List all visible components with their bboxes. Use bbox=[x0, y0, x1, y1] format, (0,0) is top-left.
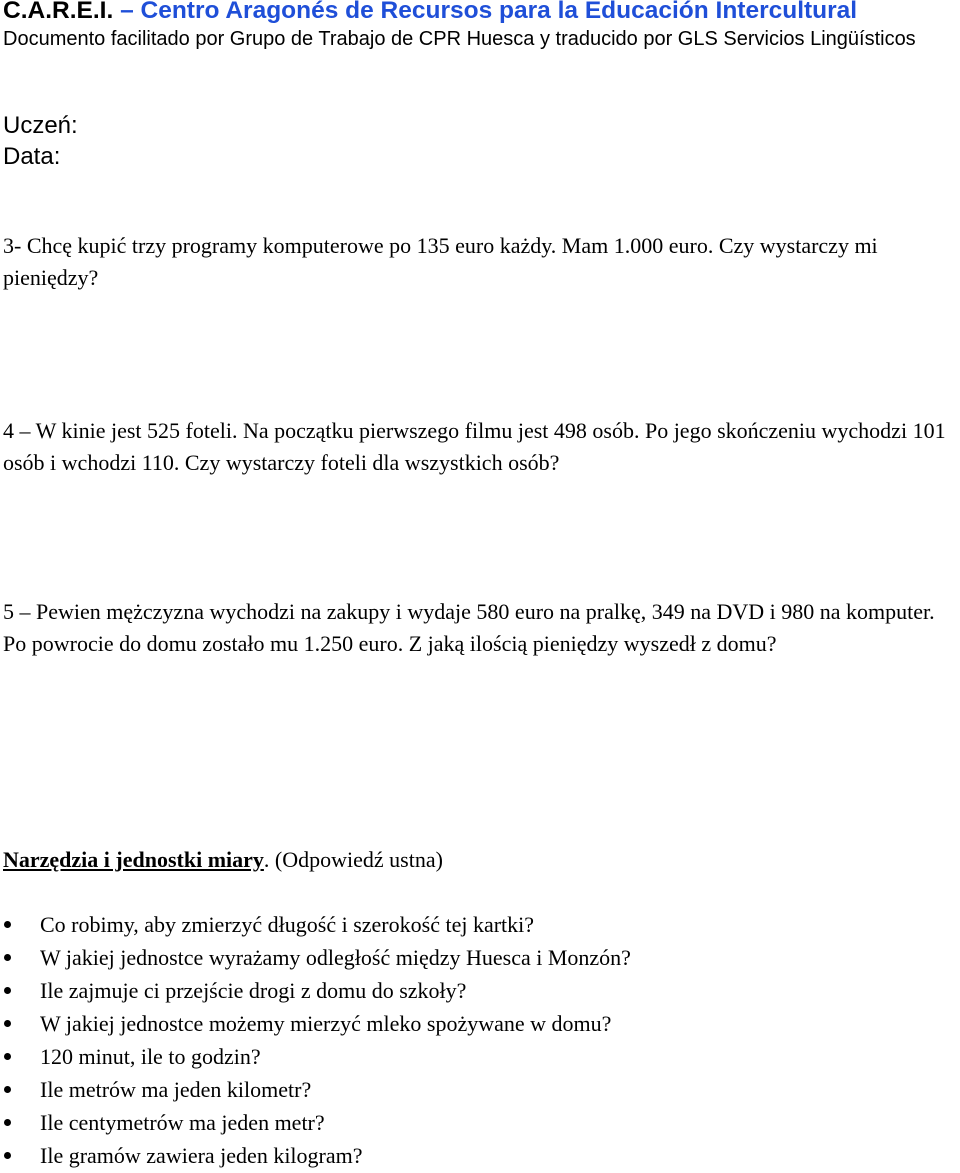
list-item bbox=[0, 1106, 631, 1139]
list-item bbox=[0, 1139, 631, 1172]
list-item bbox=[0, 1073, 631, 1106]
list-item-text: Ile zajmuje ci przejście drogi z domu do szkoły? bbox=[40, 978, 467, 1003]
bullet-icon bbox=[4, 1119, 11, 1126]
list-item-text: Co robimy, aby zmierzyć długość i szerokość tej kartki? bbox=[40, 912, 535, 937]
question-list bbox=[0, 908, 631, 1172]
org-code: C.A.R.E.I. bbox=[3, 0, 114, 24]
list-item bbox=[0, 1007, 631, 1040]
date-label: Data: bbox=[3, 143, 61, 170]
problem-3: 3- Chcę kupić trzy programy komputerowe po 135 euro każdy. Mam 1.000 euro. Czy wystarczy mi pieniędzy? bbox=[3, 233, 878, 290]
list-item-text: W jakiej jednostce wyrażamy odległość między Huesca i Monzón? bbox=[40, 945, 631, 970]
bullet-icon bbox=[4, 921, 11, 928]
bullet-icon bbox=[4, 1152, 11, 1159]
list-item-text: W jakiej jednostce możemy mierzyć mleko spożywane w domu? bbox=[40, 1011, 612, 1036]
student-label: Uczeń: bbox=[3, 112, 78, 139]
header-subtitle: Documento facilitado por Grupo de Trabajo de CPR Huesca y traducido por GLS Servicios Lingüísticos bbox=[3, 28, 916, 50]
header-title bbox=[3, 0, 857, 26]
bullet-icon bbox=[4, 1020, 11, 1027]
bullet-icon bbox=[4, 987, 11, 994]
section-title-suffix: . (Odpowiedź ustna) bbox=[263, 847, 443, 872]
list-item-text: Ile metrów ma jeden kilometr? bbox=[40, 1077, 312, 1102]
list-item-text: Ile centymetrów ma jeden metr? bbox=[40, 1110, 325, 1135]
list-item bbox=[0, 974, 631, 1007]
list-item-text: Ile gramów zawiera jeden kilogram? bbox=[40, 1143, 363, 1168]
list-item bbox=[0, 908, 631, 941]
bullet-icon bbox=[4, 954, 11, 961]
section-title bbox=[3, 844, 443, 876]
bullet-icon bbox=[4, 1053, 11, 1060]
list-item-text: 120 minut, ile to godzin? bbox=[40, 1044, 261, 1069]
list-item bbox=[0, 1040, 631, 1073]
section-title-main: Narzędzia i jednostki miary bbox=[3, 847, 264, 872]
list-item bbox=[0, 941, 631, 974]
problem-4: 4 – W kinie jest 525 foteli. Na początku pierwszego filmu jest 498 osób. Po jego skończeniu wychodzi 101 osób i wchodzi 110. Czy wystarczy foteli dla wszystkich osób? bbox=[3, 418, 946, 475]
bullet-icon bbox=[4, 1086, 11, 1093]
org-name: – Centro Aragonés de Recursos para la Educación Intercultural bbox=[113, 0, 858, 24]
problem-5: 5 – Pewien mężczyzna wychodzi na zakupy i wydaje 580 euro na pralkę, 349 na DVD i 980 na komputer. Po powrocie do domu zostało mu 1.250 euro. Z jaką ilością pieniędzy wyszedł z domu? bbox=[3, 599, 935, 656]
